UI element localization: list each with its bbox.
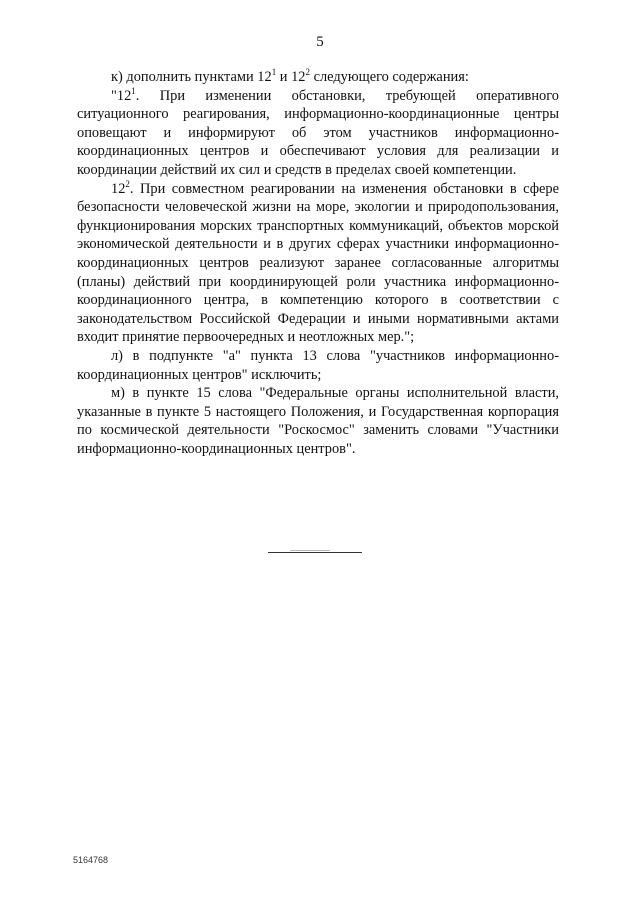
item-l-paragraph: л) в подпункте "а" пункта 13 слова "участников информационно-координационных центров" исключить;	[77, 347, 559, 383]
document-body	[77, 68, 559, 458]
divider-shadow-line	[290, 550, 330, 551]
item-12-1-paragraph	[77, 87, 559, 180]
item-12-1-open: "12	[111, 87, 132, 104]
item-k-sup-2: 2	[305, 67, 310, 78]
item-12-2-open: 12	[111, 180, 126, 197]
item-k-text-before: к) дополнить пунктами 12	[111, 69, 272, 85]
item-k-paragraph	[77, 68, 559, 87]
item-12-1-text: . При изменении обстановки, требующей оперативного ситуационного реагирования, информационно-координационные центры оповещают и информируют об этом участников информационно-координационных центров и обеспечивают условия для реализации и координации действий их сил и средств в пределах своей компетенции.	[77, 87, 559, 178]
item-m-paragraph: м) в пункте 15 слова "Федеральные органы исполнительной власти, указанные в пункте 5 настоящего Положения, и Государственная корпорация по космической деятельности "Роскосмос" заменить словами "Участники информационно-координационных центров".	[77, 385, 559, 457]
item-12-2-text: . При совместном реагировании на изменения обстановки в сфере безопасности человеческой жизни на море, экологии и природопользования, функционирования морских транспортных коммуникаций, объектов морской экономической деятельности и в других сферах участники информационно-координационных центров реализуют заранее согласованные алгоритмы (планы) действий при координирующей роли участника информационно-координационного центра, в компетенцию которого в соответствии с законодательством Российской Федерации и иными нормативными актами входит принятие первоочередных и неотложных мер.";	[77, 180, 559, 346]
item-k-sup-1: 1	[271, 67, 277, 78]
end-divider-line	[268, 552, 362, 553]
item-k-text-middle: и 12	[276, 69, 306, 85]
footer-document-code: 5164768	[73, 855, 109, 865]
item-12-2-sup: 2	[125, 178, 130, 189]
item-12-1-sup: 1	[131, 85, 136, 96]
page-number: 5	[316, 34, 324, 50]
item-k-text-after: следующего содержания:	[309, 69, 469, 85]
item-12-2-paragraph	[77, 180, 559, 347]
